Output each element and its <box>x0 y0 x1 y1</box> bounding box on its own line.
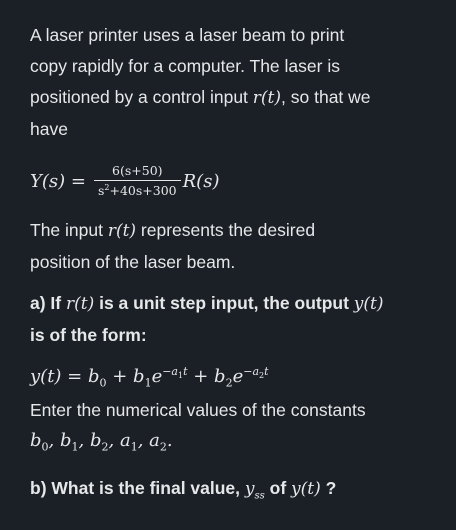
equation-rhs: R(s) <box>182 170 220 192</box>
intro-line-3 <box>30 82 440 114</box>
fraction-denominator <box>94 181 181 198</box>
yss-sub: ss <box>254 489 265 501</box>
const-sep-2: , <box>78 430 90 451</box>
const-b0: b <box>30 430 42 451</box>
const-sep-1: , <box>48 430 60 451</box>
input-text-1b: represents the desired <box>136 220 316 240</box>
const-a1: a <box>119 430 131 451</box>
transfer-function-equation <box>30 153 440 209</box>
fraction-numerator: 6(s+50) <box>112 163 163 179</box>
const-end: . <box>166 430 173 451</box>
yss-y: y <box>244 478 255 499</box>
part-a-text-3: is of the form: <box>30 325 147 345</box>
const-b1-sub: 1 <box>71 440 79 454</box>
denominator-exponent: 2 <box>104 183 110 193</box>
response-form-equation <box>30 355 440 389</box>
const-b2-sub: 2 <box>101 440 109 454</box>
form-e1: e <box>151 366 163 387</box>
intro-line-1 <box>30 20 440 51</box>
const-b2: b <box>89 430 102 451</box>
form-b2-sub: 2 <box>225 376 233 390</box>
intro-text-3b: , so that we <box>281 87 371 107</box>
const-b0-sub: 0 <box>41 440 49 454</box>
input-line-1 <box>30 215 440 247</box>
form-exp2 <box>243 365 269 381</box>
part-b-var-y: y(t) <box>291 478 321 499</box>
part-a-line-2 <box>30 320 440 351</box>
intro-text-1: A laser printer uses a laser beam to print <box>30 25 345 45</box>
intro-line-2 <box>30 51 440 82</box>
form-exp2-t: t <box>264 365 269 378</box>
input-var: r(t) <box>107 221 137 241</box>
input-text-2: position of the laser beam. <box>30 252 236 272</box>
transfer-fraction <box>94 163 181 198</box>
form-exp1 <box>162 365 188 381</box>
form-exp2-a: −a <box>243 365 260 378</box>
const-b1: b <box>59 430 72 451</box>
const-sep-4: , <box>137 430 150 451</box>
control-input-var: r(t) <box>252 88 282 108</box>
intro-text-2: copy rapidly for a computer. The laser is <box>30 56 340 76</box>
form-b0-sub: 0 <box>99 376 107 390</box>
equation-lhs: Y(s) = <box>30 170 86 192</box>
form-exp1-sub: 1 <box>178 371 184 381</box>
part-a-var-y: y(t) <box>353 294 384 314</box>
part-a-line-1 <box>30 288 440 320</box>
const-a2: a <box>149 430 160 451</box>
denominator-s: s <box>97 183 105 199</box>
const-a1-sub: 1 <box>130 440 138 454</box>
constants-list <box>30 426 440 463</box>
intro-line-4 <box>30 114 440 145</box>
input-line-2 <box>30 247 440 278</box>
const-a2-sub: 2 <box>159 440 167 454</box>
form-e2: e <box>232 366 244 387</box>
part-a-text-1: a) If <box>30 293 66 313</box>
form-exp1-t: t <box>183 365 188 378</box>
input-text-1a: The input <box>30 220 108 240</box>
denominator-rest: +40s+300 <box>109 183 177 199</box>
form-exp2-sub: 2 <box>259 371 265 381</box>
part-b-text-2: of <box>264 477 292 498</box>
part-b-text-1: b) What is the final value, <box>30 477 245 498</box>
problem-text <box>30 20 440 511</box>
steady-state-var <box>245 479 265 499</box>
part-a-text-2: is a unit step input, the output <box>94 293 354 313</box>
enter-constants-text: Enter the numerical values of the constants <box>30 400 366 420</box>
part-b-line <box>30 473 440 511</box>
form-plus-b1: + b <box>106 366 145 387</box>
intro-text-4: have <box>30 119 68 139</box>
form-exp1-a: −a <box>162 365 178 378</box>
const-sep-3: , <box>108 430 120 451</box>
enter-constants-line <box>30 395 440 426</box>
form-b1-sub: 1 <box>144 376 152 390</box>
part-b-text-3: ? <box>320 477 337 498</box>
form-lhs: y(t) = b <box>30 366 100 387</box>
form-plus-b2: + b <box>187 366 226 387</box>
intro-text-3a: positioned by a control input <box>30 87 253 107</box>
part-a-var-r: r(t) <box>65 294 95 314</box>
